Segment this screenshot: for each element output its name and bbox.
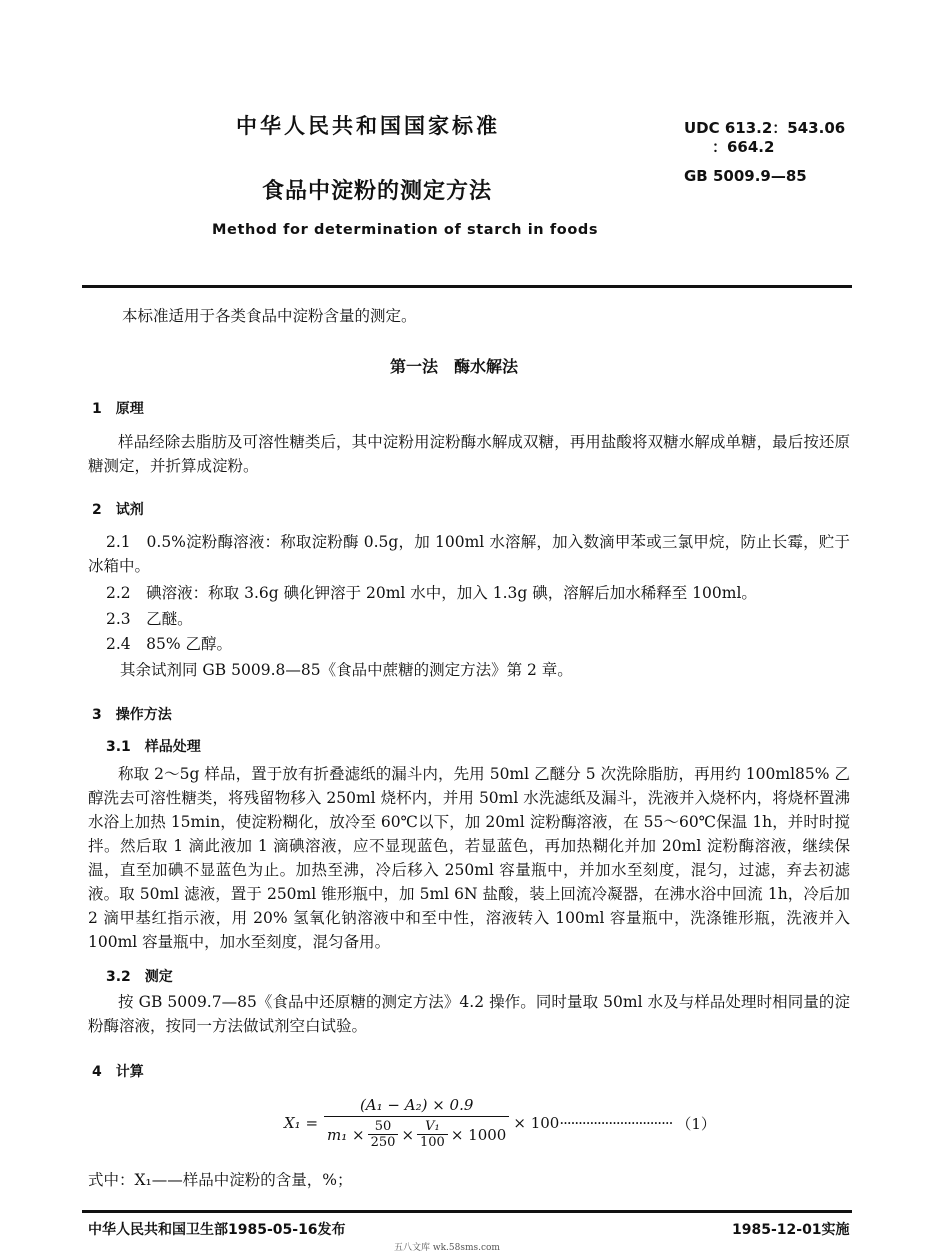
formula-denominator — [324, 1116, 509, 1150]
publisher-title: 中华人民共和国国家标准 — [236, 114, 500, 138]
udc-code: UDC 613.2：543.06 — [684, 119, 846, 137]
formula-f1-num: 50 — [374, 1119, 392, 1134]
section-2-heading: 2 试剂 — [92, 502, 144, 518]
udc-code-continued: ：664.2 — [712, 138, 775, 156]
section-1-heading: 1 原理 — [92, 401, 144, 417]
issue-statement: 中华人民共和国卫生部1985-05-16发布 — [88, 1222, 346, 1238]
gb-standard-code: GB 5009.9—85 — [684, 167, 807, 185]
footer-divider — [82, 1210, 852, 1213]
formula — [284, 1096, 716, 1150]
formula-tail: × 100 — [513, 1114, 560, 1132]
formula-f2-num: V₁ — [425, 1119, 440, 1134]
reagent-2-2: 2.2 碘溶液：称取 3.6g 碘化钾溶于 20ml 水中，加入 1.3g 碘，溶解后加水稀释至 100ml。 — [106, 584, 757, 602]
formula-main-fraction — [324, 1096, 509, 1150]
formula-numerator: (A₁ − A₂) × 0.9 — [359, 1096, 474, 1114]
reagent-other: 其余试剂同 GB 5009.8—85《食品中蔗糖的测定方法》第 2 章。 — [120, 661, 573, 679]
formula-times: × — [401, 1125, 415, 1144]
section-3-1-heading: 3.1 样品处理 — [106, 739, 201, 755]
formula-f2-den: 100 — [417, 1134, 448, 1150]
variable-definition: 式中：X₁——样品中淀粉的含量，%； — [88, 1171, 353, 1189]
english-title: Method for determination of starch in foods — [212, 222, 599, 238]
document-title: 食品中淀粉的测定方法 — [262, 179, 493, 204]
effective-date: 1985-12-01实施 — [732, 1222, 850, 1238]
formula-dilution-fraction-2 — [417, 1119, 448, 1150]
formula-dilution-fraction-1 — [368, 1119, 399, 1150]
formula-leader: ······························ — [559, 1114, 673, 1132]
formula-lhs: X₁ = — [284, 1114, 319, 1132]
formula-den-tail: × 1000 — [450, 1125, 507, 1144]
section-3-heading: 3 操作方法 — [92, 707, 172, 723]
equation-number: （1） — [676, 1114, 716, 1133]
section-4-heading: 4 计算 — [92, 1064, 144, 1080]
section-3-1-text: 称取 2～5g 样品，置于放有折叠滤纸的漏斗内，先用 50ml 乙醚分 5 次洗除脂肪，再用约 100ml85% 乙醇洗去可溶性糖类，将残留物移入 250ml 烧杯内，并用 50ml 水洗滤纸及漏斗，洗液并入烧杯内，将烧杯置沸水浴上加热 15min，使淀粉糊化，放冷至 60℃以下，加 20ml 淀粉酶溶液，在 55～60℃保温 1h，并时时搅拌。然后取 1 滴此液加 1 滴碘溶液，应不显现蓝色，若显蓝色，再加热糊化并加 20ml 淀粉酶溶液，继续保温，直至加碘不显蓝色为止。加热至沸，冷后移入 250ml 容量瓶中，并加水至刻度，混匀，过滤，弃去初滤液。取 50ml 滤液，置于 250ml 锥形瓶中，加 5ml 6N 盐酸，装上回流冷凝器，在沸水浴中回流 1h，冷后加 2 滴甲基红指示液，用 20% 氢氧化钠溶液中和至中性，溶液转入 100ml 容量瓶中，洗涤锥形瓶，洗液并入 100ml 容量瓶中，加水至刻度，混匀备用。 — [88, 765, 850, 951]
reagent-2-1: 2.1 0.5%淀粉酶溶液：称取淀粉酶 0.5g，加 100ml 水溶解，加入数滴甲苯或三氯甲烷，防止长霉，贮于冰箱中。 — [88, 533, 850, 575]
section-3-2-heading: 3.2 测定 — [106, 969, 173, 985]
method-heading: 第一法 酶水解法 — [390, 357, 519, 376]
section-1-text: 样品经除去脂肪及可溶性糖类后，其中淀粉用淀粉酶水解成双糖，再用盐酸将双糖水解成单糖，最后按还原糖测定，并折算成淀粉。 — [88, 433, 850, 475]
reagent-2-3: 2.3 乙醚。 — [106, 610, 193, 628]
scope-statement: 本标准适用于各类食品中淀粉含量的测定。 — [122, 307, 417, 325]
formula-f1-den: 250 — [368, 1134, 399, 1150]
watermark: 五八文库 wk.58sms.com — [394, 1243, 500, 1253]
header-divider — [82, 285, 852, 288]
reagent-2-4: 2.4 85% 乙醇。 — [106, 635, 233, 653]
formula-den-mass: m₁ × — [327, 1125, 365, 1144]
section-3-2-text: 按 GB 5009.7—85《食品中还原糖的测定方法》4.2 操作。同时量取 50ml 水及与样品处理时相同量的淀粉酶溶液，按同一方法做试剂空白试验。 — [88, 993, 850, 1035]
